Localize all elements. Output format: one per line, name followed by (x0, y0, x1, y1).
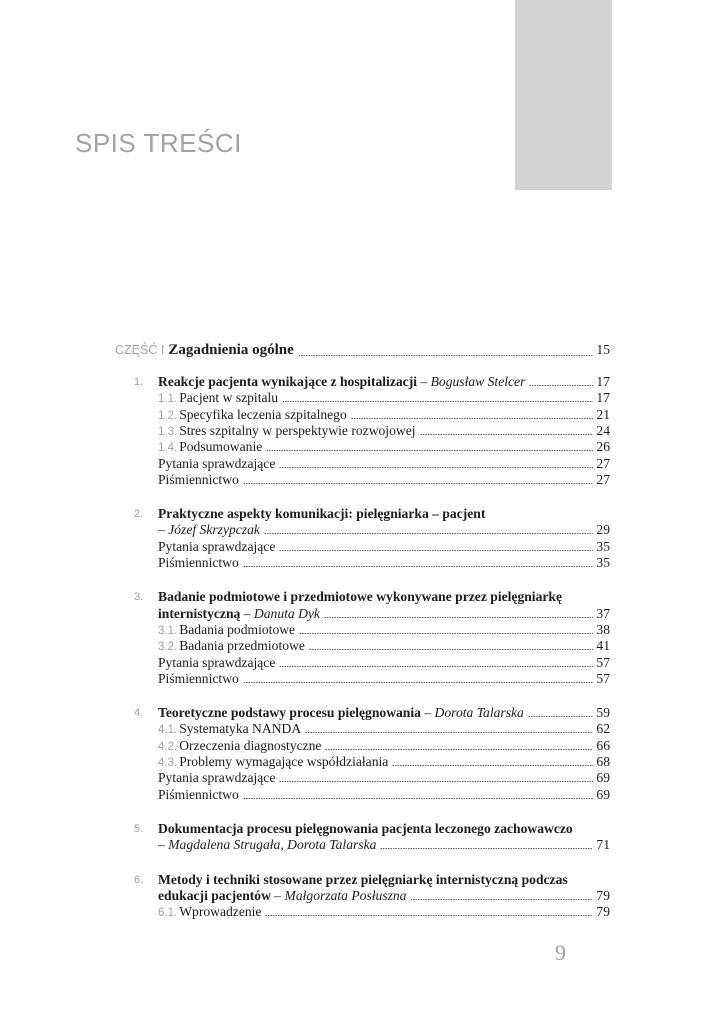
entry-title-text: Piśmiennictwo (158, 555, 239, 570)
chapter-title-text: Badanie podmiotowe i przedmiotowe wykonywane przez pielęgniarkę (158, 589, 563, 605)
dot-leader (528, 716, 594, 717)
page-title: SPIS TREŚCI (75, 128, 242, 158)
toc-entry (158, 456, 610, 472)
entry-title (158, 904, 261, 921)
chapter-title (158, 374, 525, 390)
chapter-title (158, 837, 376, 853)
chapter-title (158, 606, 320, 622)
dot-leader (279, 781, 593, 782)
chapter-heading-line (158, 888, 610, 904)
toc-entry (158, 738, 610, 754)
chapter-number: 1. (134, 376, 144, 388)
page-number: 15 (596, 342, 610, 357)
chapter-title-text: Teoretyczne podstawy procesu pielęgnowania (158, 705, 421, 721)
entry-title-text: Podsumowanie (179, 439, 263, 455)
entry-title (158, 622, 295, 639)
chapter-heading-line (158, 837, 610, 853)
section-number: 1.1. (158, 393, 178, 406)
chapter-title-text: Praktyczne aspekty komunikacji: pielęgniarka – pacjent (158, 506, 486, 522)
toc-entry (158, 423, 610, 439)
author-separator: – (158, 837, 169, 853)
toc-entry (158, 638, 610, 654)
page-number: 79 (596, 904, 610, 920)
dot-leader (351, 418, 594, 419)
section-number: 4.3. (158, 757, 178, 769)
part-label: CZĘŚĆ I (115, 343, 165, 357)
chapter-title (158, 589, 562, 605)
entry-title (158, 738, 321, 755)
page-number: 24 (596, 422, 610, 438)
chapter-number: 6. (134, 873, 144, 886)
toc-entry (158, 787, 610, 803)
dot-leader (420, 434, 594, 435)
chapter-heading-line (158, 606, 610, 622)
chapter-heading-line (134, 374, 610, 390)
chapter-title (158, 872, 568, 888)
chapter-title (158, 506, 485, 522)
chapter-heading-line (134, 871, 610, 888)
page-number: 79 (596, 887, 610, 903)
chapter-title (158, 705, 524, 721)
chapter-number: 5. (134, 822, 144, 835)
page-number: 69 (596, 770, 610, 786)
page-number: 27 (596, 471, 610, 487)
page-number: 57 (596, 670, 610, 686)
page-number: 57 (596, 654, 610, 670)
dot-leader (243, 682, 594, 683)
entry-title (158, 655, 275, 671)
dot-leader (243, 566, 594, 567)
section-number: 3.1. (158, 624, 178, 637)
dot-leader (279, 666, 593, 667)
toc-entry (158, 904, 610, 920)
toc-entry (158, 390, 610, 406)
dot-leader (392, 765, 593, 766)
toc-entry (158, 555, 610, 571)
author-separator: – (158, 522, 169, 538)
page-number: 37 (596, 605, 610, 621)
page-number: 17 (596, 374, 610, 389)
dot-leader (380, 848, 593, 849)
chapter-title (158, 522, 260, 538)
dot-leader (410, 899, 593, 900)
entry-title (158, 787, 239, 803)
page-number: 17 (596, 390, 610, 406)
entry-title-text: Piśmiennictwo (158, 786, 239, 802)
entry-title (158, 539, 275, 555)
toc-entry (158, 754, 610, 770)
dot-leader (325, 749, 593, 750)
page-number: 71 (596, 837, 610, 853)
page-number: 35 (596, 555, 610, 570)
section-number: 1.2. (158, 409, 178, 422)
author-separator: – (417, 374, 431, 389)
chapter-number: 2. (134, 508, 144, 521)
page-number: 41 (596, 638, 610, 654)
chapter-title-text: edukacji pacjentów (158, 887, 271, 903)
page-number: 59 (596, 705, 610, 721)
chapter-title-text: internistyczną (158, 605, 241, 621)
toc-entry (158, 407, 610, 423)
dot-leader (264, 533, 593, 534)
folio-page-number: 9 (555, 940, 566, 965)
page-number: 35 (596, 538, 610, 554)
section-number: 4.2. (158, 740, 178, 753)
chapter-authors: Magdalena Strugała, Dorota Talarska (168, 837, 377, 853)
section-number: 6.1. (158, 907, 178, 920)
toc-entry (158, 770, 610, 786)
entry-title (158, 456, 275, 472)
entry-title-text: Problemy wymagające współdziałania (179, 754, 389, 769)
chapter-heading-line (134, 589, 610, 605)
section-number: 3.2. (158, 641, 178, 654)
author-separator: – (240, 605, 254, 621)
chapter-authors: Małgorzata Posłuszna (284, 887, 407, 903)
entry-title (158, 472, 239, 488)
chapter-title (158, 821, 573, 837)
entry-title (158, 638, 305, 655)
chapter-authors: Bogusław Stelcer (430, 374, 526, 389)
page-number: 66 (596, 737, 610, 753)
toc-entry (158, 472, 610, 488)
entry-title (158, 721, 301, 738)
page-number: 29 (596, 522, 610, 538)
dot-leader (282, 401, 593, 402)
chapter-heading-line (134, 506, 610, 522)
entry-title-text: Orzeczenia diagnostyczne (179, 737, 322, 753)
dot-leader (305, 732, 593, 733)
entry-title (158, 423, 416, 440)
dot-leader (279, 550, 593, 551)
dot-leader (243, 483, 594, 484)
section-number: 1.3. (158, 425, 178, 438)
dot-leader (243, 798, 594, 799)
author-separator: – (420, 705, 435, 721)
entry-title-text: Pytania sprawdzające (158, 538, 276, 554)
page-number: 62 (596, 721, 610, 737)
entry-title (158, 671, 239, 687)
entry-title-text: Stres szpitalny w perspektywie rozwojowej (179, 422, 416, 438)
entry-title (158, 407, 347, 424)
entry-title-text: Piśmiennictwo (158, 471, 239, 487)
entry-title-text: Badania przedmiotowe (179, 638, 305, 654)
entry-title (158, 754, 388, 771)
section-number: 4.1. (158, 724, 178, 737)
page-number: 68 (596, 754, 610, 769)
chapter-title-text: Metody i techniki stosowane przez pielęgniarkę internistyczną podczas (158, 871, 568, 887)
page-number: 26 (596, 439, 610, 455)
dot-leader (279, 467, 593, 468)
chapter-authors: Józef Skrzypczak (168, 522, 260, 538)
toc-entry (158, 671, 610, 687)
entry-title (158, 390, 278, 407)
chapter-authors: Dorota Talarska (434, 705, 524, 721)
toc-entry (158, 539, 610, 555)
entry-title-text: Pytania sprawdzające (158, 770, 276, 786)
entry-title-text: Pytania sprawdzające (158, 455, 276, 471)
entry-title-text: Piśmiennictwo (158, 670, 239, 686)
dot-leader (324, 617, 593, 618)
toc-entry (158, 622, 610, 638)
entry-title (158, 555, 239, 571)
dot-leader (299, 633, 593, 634)
chapter-heading-line (134, 820, 610, 837)
dot-leader (266, 450, 593, 451)
chapter-number: 3. (134, 591, 144, 604)
entry-title-text: Badania podmiotowe (179, 621, 296, 637)
page-number: 27 (596, 455, 610, 471)
chapter-authors: Danuta Dyk (253, 605, 320, 621)
entry-title (158, 439, 262, 456)
toc-entry (158, 655, 610, 671)
page-number: 21 (596, 406, 610, 422)
page-number: 38 (596, 621, 610, 637)
chapter-heading-line (134, 705, 610, 721)
chapter-title (158, 888, 406, 904)
entry-title-text: Systematyka NANDA (179, 721, 302, 737)
chapter-number: 4. (134, 707, 144, 720)
dot-leader (529, 385, 593, 386)
author-separator: – (270, 887, 285, 903)
dot-leader (265, 915, 593, 916)
chapter-heading-line (158, 522, 610, 538)
part-title: Zagadnienia ogólne (168, 342, 294, 358)
entry-title-text: Pacjent w szpitalu (179, 390, 279, 406)
entry-title-text: Pytania sprawdzające (158, 654, 276, 670)
entry-title (158, 770, 275, 786)
toc-entry (158, 721, 610, 737)
chapter-title-text: Dokumentacja procesu pielęgnowania pacjenta leczonego zachowawczo (158, 820, 573, 836)
section-number: 1.4. (158, 442, 178, 455)
toc-entry (158, 439, 610, 455)
dot-leader (309, 649, 594, 650)
entry-title-text: Specyfika leczenia szpitalnego (179, 406, 347, 422)
page-number: 69 (596, 786, 610, 802)
chapter-title-text: Reakcje pacjenta wynikające z hospitalizacji (158, 374, 417, 389)
entry-title-text: Wprowadzenie (179, 904, 262, 920)
